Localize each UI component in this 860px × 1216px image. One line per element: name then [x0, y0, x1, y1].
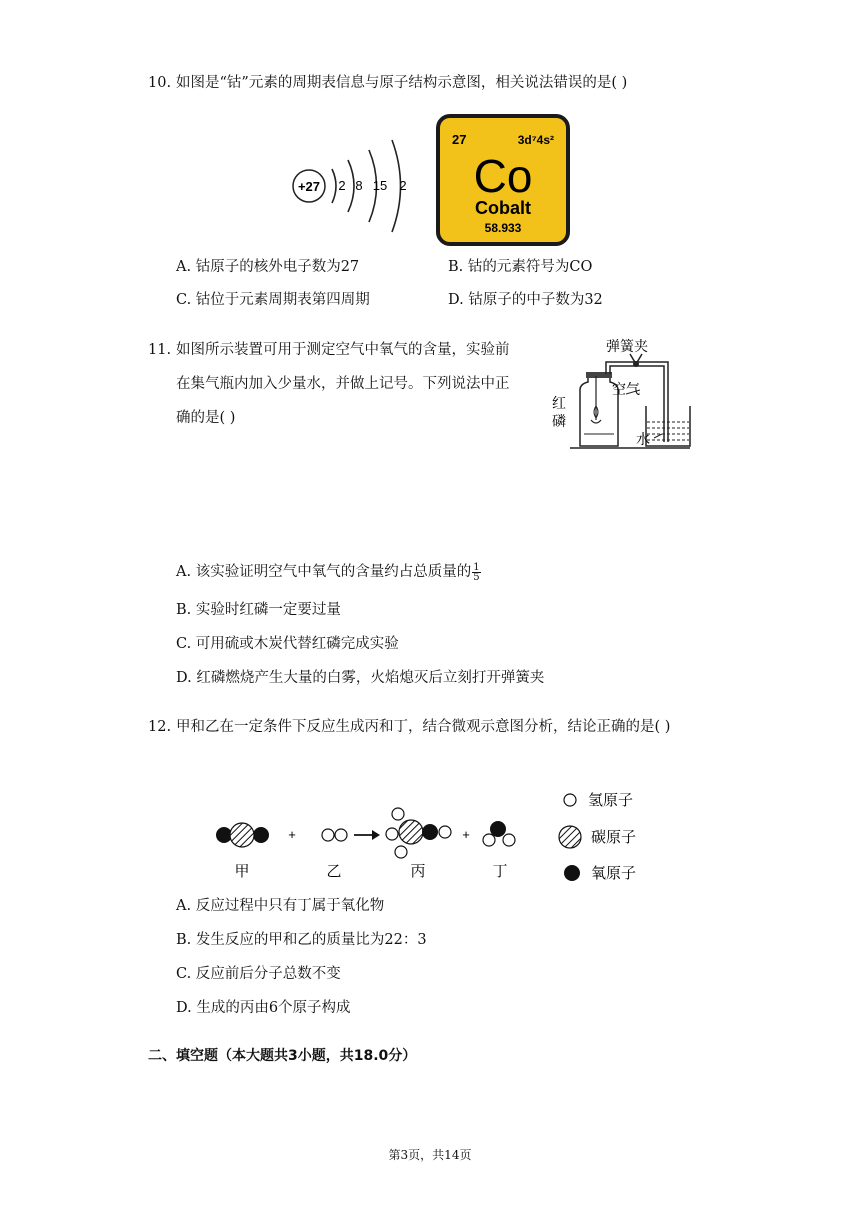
- oxygen-atom: [422, 824, 438, 840]
- legend-hydrogen-label: 氢原子: [588, 792, 634, 809]
- oxygen-atom: [253, 827, 269, 843]
- shell-arc-1: [332, 169, 336, 203]
- spring-clamp-pivot: [633, 361, 639, 367]
- q11-option-c: C. 可用硫或木炭代替红磷完成实验: [176, 636, 399, 652]
- q12-option-a: A. 反应过程中只有丁属于氧化物: [176, 898, 385, 914]
- element-atomic-number: 27: [452, 132, 467, 147]
- q12-option-c: C. 反应前后分子总数不变: [176, 966, 341, 982]
- page-footer: 第3页，共14页: [388, 1148, 472, 1162]
- legend-carbon-label: 碳原子: [591, 829, 637, 846]
- fraction-denominator: 5: [473, 571, 480, 583]
- oxygen-experiment-apparatus: [540, 330, 700, 455]
- q12-number: 12.: [148, 719, 172, 735]
- shell-electrons-4: 2: [399, 178, 407, 193]
- q10-number: 10.: [148, 75, 172, 91]
- legend-oxygen-label: 氧原子: [591, 865, 637, 882]
- q12-stem: 甲和乙在一定条件下反应生成丙和丁，结合微观示意图分析，结论正确的是( ): [176, 719, 671, 735]
- label-yi: 乙: [326, 863, 342, 880]
- q10-option-b: B. 钴的元素符号为CO: [448, 259, 593, 275]
- q10-option-d: D. 钴原子的中子数为32: [448, 292, 603, 308]
- hydrogen-atom: [322, 829, 334, 841]
- q11-option-b: B. 实验时红磷一定要过量: [176, 602, 341, 618]
- q11-option-a-text: A. 该实验证明空气中氧气的含量约占总质量的: [176, 564, 472, 580]
- q12-option-b: B. 发生反应的甲和乙的质量比为22：3: [176, 932, 427, 948]
- legend-carbon-icon: [559, 826, 581, 848]
- element-symbol: Co: [473, 150, 533, 202]
- q11-stem-line-1: 如图所示装置可用于测定空气中氧气的含量，实验前: [176, 342, 510, 358]
- hydrogen-atom: [335, 829, 347, 841]
- plus-sign-2: +: [462, 827, 470, 842]
- legend-oxygen-icon: [564, 865, 580, 881]
- q11-option-a: [176, 561, 481, 583]
- element-electron-config: 3d⁷4s²: [517, 133, 554, 147]
- molecule-yi: [322, 829, 347, 841]
- carbon-atom: [399, 820, 423, 844]
- q10-stem: 如图是“钴”元素的周期表信息与原子结构示意图，相关说法错误的是( ): [176, 75, 628, 91]
- hydrogen-atom: [503, 834, 515, 846]
- molecule-bing: [386, 808, 451, 858]
- nucleus-charge: +27: [297, 179, 321, 194]
- molecule-jia: [216, 823, 269, 847]
- hydrogen-atom: [439, 826, 451, 838]
- hydrogen-atom: [395, 846, 407, 858]
- label-bing: 丙: [410, 863, 426, 880]
- phosphorus-label-2: 磷: [552, 413, 566, 429]
- shell-electrons-3: 15: [372, 178, 388, 193]
- q11-stem-line-2: 在集气瓶内加入少量水，并做上记号。下列说法中正: [176, 376, 510, 392]
- water-label-pointer: [654, 434, 662, 438]
- fraction-numerator: 1: [473, 561, 480, 573]
- hydrogen-atom: [392, 808, 404, 820]
- fraction-one-fifth: [472, 563, 480, 582]
- element-name: Cobalt: [475, 198, 531, 218]
- q11-option-d: D. 红磷燃烧产生大量的白雾，火焰熄灭后立刻打开弹簧夹: [176, 670, 545, 686]
- element-atomic-mass: 58.933: [484, 221, 522, 235]
- element-card-cobalt: [436, 114, 570, 246]
- q12-option-d: D. 生成的丙由6个原子构成: [176, 1000, 351, 1016]
- q11-number: 11.: [148, 342, 172, 358]
- bottle-stopper: [586, 372, 612, 378]
- phosphorus-label-1: 红: [552, 395, 566, 411]
- shell-electrons-1: 2: [338, 178, 346, 193]
- label-jia: 甲: [234, 863, 250, 880]
- plus-sign-1: +: [288, 827, 296, 842]
- reaction-arrowhead: [372, 830, 380, 840]
- legend-hydrogen-icon: [564, 794, 576, 806]
- shell-electrons-2: 8: [355, 178, 363, 193]
- connecting-tube: [606, 362, 668, 442]
- shell-arc-2: [348, 160, 354, 212]
- microscopic-reaction-diagram: [200, 780, 660, 890]
- q10-option-a: A. 钴原子的核外电子数为27: [176, 259, 360, 275]
- hydrogen-atom: [483, 834, 495, 846]
- molecule-ding: [483, 821, 515, 846]
- section-heading: 二、填空题（本大题共3小题，共18.0分）: [148, 1048, 417, 1064]
- air-label: 空气: [612, 381, 640, 397]
- atomic-structure-diagram: [282, 136, 422, 236]
- combustion-spoon: [591, 420, 601, 423]
- label-ding: 丁: [492, 863, 508, 880]
- water-label: 水: [636, 431, 650, 447]
- clamp-label: 弹簧夹: [606, 338, 648, 354]
- q11-stem-line-3: 确的是( ): [176, 410, 236, 426]
- q10-option-c: C. 钴位于元素周期表第四周期: [176, 292, 370, 308]
- hydrogen-atom: [386, 828, 398, 840]
- carbon-atom: [230, 823, 254, 847]
